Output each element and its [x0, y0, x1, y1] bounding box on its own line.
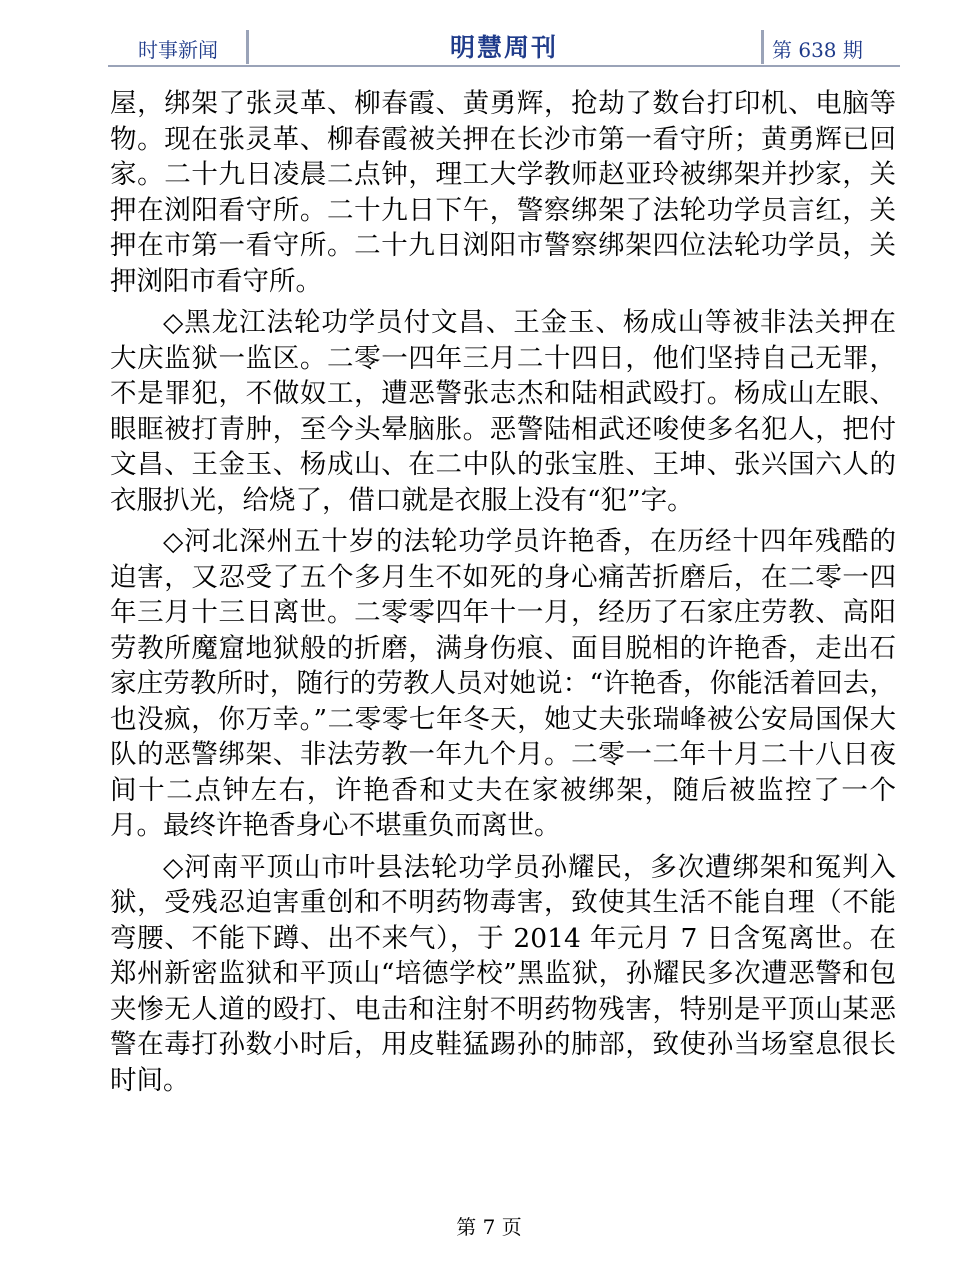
paragraph-continuation	[110, 86, 896, 299]
section-label: 时事新闻	[138, 38, 218, 62]
region-name: 河南	[184, 851, 240, 883]
page-number: 第 7 页	[456, 1215, 522, 1239]
header-divider-right	[761, 30, 764, 64]
paragraph-text: 法轮功学员付文昌、王金玉、杨成山等被非法关押在大庆监狱一监区。二零一四年三月二十四日，他们坚持自己无罪，不是罪犯，不做奴工，遭恶警张志杰和陆相武殴打。杨成山左眼、眼眶被打青肿，至今头晕脑胀。恶警陆相武还唆使多名犯人，把付文昌、王金玉、杨成山、在二中队的张宝胜、王坤、张兴国六人的衣服扒光，给烧了，借口就是衣服上没有“犯”字。	[110, 307, 897, 516]
issue-number: 第 638 期	[772, 38, 863, 62]
diamond-bullet-icon: ◇	[163, 851, 185, 883]
paragraph-text: 深州五十岁的法轮功学员许艳香，在历经十四年残酷的迫害，又忍受了五个多月生不如死的身心痛苦折磨后，在二零一四年三月十三日离世。二零零四年十一月，经历了石家庄劳教、高阳劳教所魔窟地狱般的折磨，满身伤痕、面目脱相的许艳香，走出石家庄劳教所时，随行的劳教人员对她说：“许艳香，你能活着回去，也没疯，你万幸。”二零零七年冬天，她丈夫张瑞峰被公安局国保大队的恶警绑架、非法劳教一年九个月。二零一二年十月二十八日夜间十二点钟左右，许艳香和丈夫在家被绑架，随后被监控了一个月。最终许艳香身心不堪重负而离世。	[110, 526, 897, 841]
page-header	[108, 28, 900, 66]
publication-title: 明慧周刊	[449, 33, 558, 62]
region-name: 河北	[184, 526, 240, 557]
region-name: 黑龙江	[184, 307, 267, 338]
paragraph-text: 屋，绑架了张灵革、柳春霞、黄勇辉，抢劫了数台打印机、电脑等物。现在张灵革、柳春霞被关押在长沙市第一看守所；黄勇辉已回家。二十九日凌晨二点钟，理工大学教师赵亚玲被绑架并抄家，关押在浏阳看守所。二十九日下午，警察绑架了法轮功学员言红，关押在市第一看守所。二十九日浏阳市警察绑架四位法轮功学员，关押浏阳市看守所。	[110, 88, 896, 297]
article-body	[110, 86, 896, 1104]
diamond-bullet-icon: ◇	[163, 526, 185, 557]
paragraph-heilongjiang	[110, 305, 896, 518]
diamond-bullet-icon: ◇	[163, 307, 185, 338]
header-rule	[108, 65, 900, 67]
paragraph-text: 平顶山市叶县法轮功学员孙耀民，多次遭绑架和冤判入狱，受残忍迫害重创和不明药物毒害，致使其生活不能自理（不能弯腰、不能下蹲、出不来气），于 2014 年元月 7 日含冤离世。在郑州新密监狱和平顶山“培德学校”黑监狱，孙耀民多次遭恶警和包夹惨无人道的殴打、电击和注射不明药物残害，特别是平顶山某恶警在毒打孙数小时后，用皮鞋猛踢孙的肺部，致使孙当场窒息很长时间。	[110, 851, 897, 1096]
paragraph-henan	[110, 850, 896, 1099]
paragraph-hebei	[110, 524, 896, 844]
